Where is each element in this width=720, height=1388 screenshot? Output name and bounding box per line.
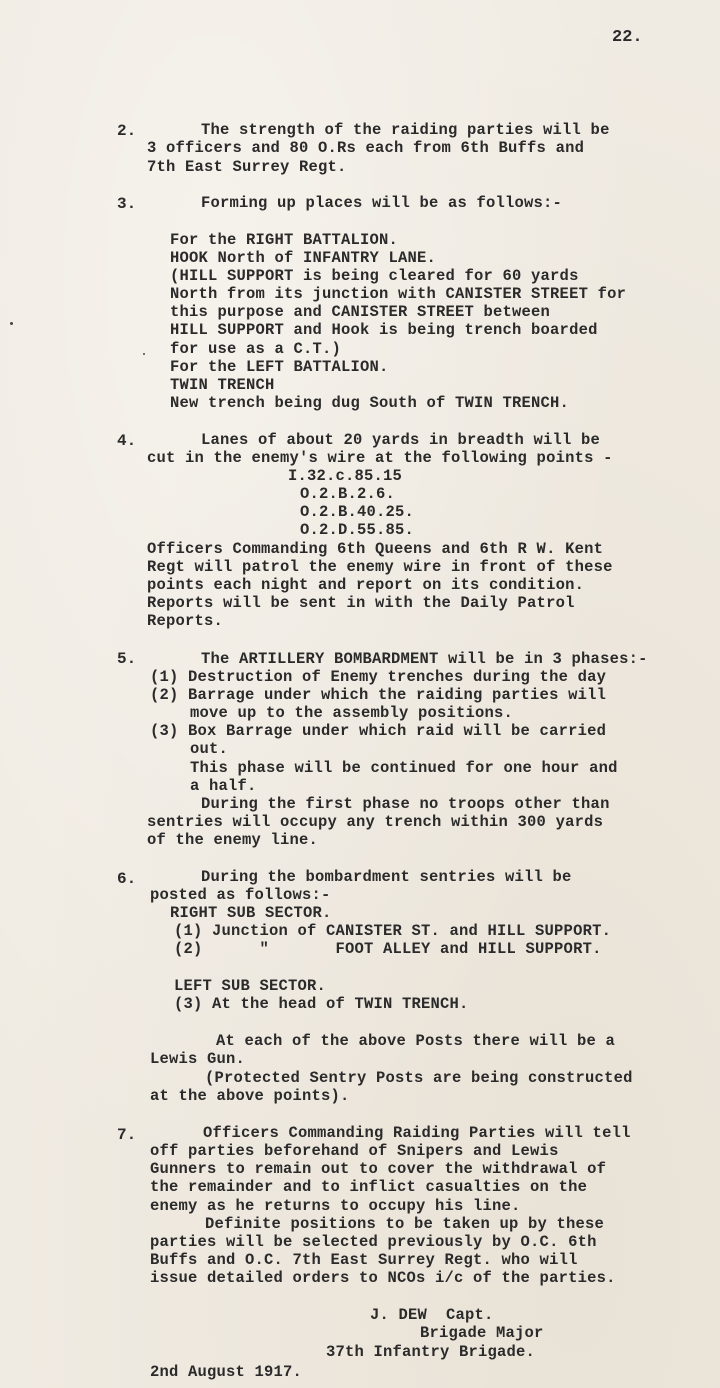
section-5-line: This phase will be continued for one hour and [190,759,618,777]
signature-unit: 37th Infantry Brigade. [326,1343,536,1361]
section-4-line: Reports. [147,612,224,630]
section-2-line: 3 officers and 80 O.Rs each from 6th Buffs and [147,139,585,157]
section-6-number: 6. [117,870,137,888]
section-3-line: (HILL SUPPORT is being cleared for 60 yards [170,267,579,285]
section-5-line: sentries will occupy any trench within 300 yards [147,813,604,831]
paper-speck [143,353,145,355]
section-4-grid-ref: O.2.D.55.85. [300,521,415,539]
section-4-line: Regt will patrol the enemy wire in front of these [147,558,613,576]
section-3-line: North from its junction with CANISTER STREET for [170,285,627,303]
section-3-line: For the LEFT BATTALION. [170,358,389,376]
section-4-number: 4. [117,432,137,450]
section-6-line: (2) " FOOT ALLEY and HILL SUPPORT. [174,940,602,958]
section-3-line: this purpose and CANISTER STREET between [170,303,551,321]
section-7-line: off parties beforehand of Snipers and Lewis [150,1142,559,1160]
section-5-number: 5. [117,650,137,668]
section-6-line: posted as follows:- [150,886,331,904]
section-6-line: (3) At the head of TWIN TRENCH. [174,995,469,1013]
section-4-line: Lanes of about 20 yards in breadth will be [201,431,601,449]
section-5-line: move up to the assembly positions. [190,704,514,722]
section-7-line: parties will be selected previously by O.C. 6th [150,1233,597,1251]
section-3-line: TWIN TRENCH [170,376,275,394]
section-6-line: RIGHT SUB SECTOR. [170,904,332,922]
section-6-line: at the above points). [150,1087,350,1105]
section-3-line: New trench being dug South of TWIN TRENCH. [170,394,570,412]
section-4-grid-ref: O.2.B.2.6. [300,485,396,503]
section-3-line: HILL SUPPORT and Hook is being trench boarded [170,321,598,339]
section-6-line: During the bombardment sentries will be [201,868,572,886]
section-4-line: Officers Commanding 6th Queens and 6th R W. Kent [147,540,604,558]
page-number: 22. [612,28,643,47]
section-5-line: of the enemy line. [147,831,319,849]
section-5-line: (2) Barrage under which the raiding parties will [150,686,607,704]
section-7-line: the remainder and to inflict casualties on the [150,1178,588,1196]
section-3-number: 3. [117,195,137,213]
section-5-line: (3) Box Barrage under which raid will be carried [150,722,607,740]
section-7-line: Definite positions to be taken up by these [205,1215,605,1233]
section-4-line: points each night and report on its condition. [147,576,585,594]
section-5-line: During the first phase no troops other than [201,795,610,813]
section-3-line: for use as a C.T.) [170,340,342,358]
section-5-line: a half. [190,777,257,795]
section-5-line: out. [190,740,229,758]
document-date: 2nd August 1917. [150,1363,303,1381]
section-2-line: The strength of the raiding parties will be [201,121,610,139]
section-7-line: Buffs and O.C. 7th East Surrey Regt. who will [150,1251,578,1269]
section-3-line: For the RIGHT BATTALION. [170,231,399,249]
section-7-number: 7. [117,1126,137,1144]
section-4-grid-ref: O.2.B.40.25. [300,503,415,521]
section-7-line: Officers Commanding Raiding Parties will tell [203,1124,631,1142]
section-6-line: LEFT SUB SECTOR. [174,977,327,995]
section-7-line: issue detailed orders to NCOs i/c of the parties. [150,1269,616,1287]
section-5-line: The ARTILLERY BOMBARDMENT will be in 3 phases:- [201,650,648,668]
signature-role: Brigade Major [420,1324,544,1342]
section-6-line: (1) Junction of CANISTER ST. and HILL SUPPORT. [174,922,612,940]
section-6-line: Lewis Gun. [150,1050,246,1068]
section-5-line: (1) Destruction of Enemy trenches during the day [150,668,607,686]
section-4-grid-ref: I.32.c.85.15 [288,467,403,485]
section-7-line: Gunners to remain out to cover the withdrawal of [150,1160,607,1178]
signature-name: J. DEW Capt. [370,1306,494,1324]
section-2-line: 7th East Surrey Regt. [147,158,347,176]
paper-speck [10,322,13,325]
section-2-number: 2. [117,122,137,140]
section-4-line: Reports will be sent in with the Daily Patrol [147,594,575,612]
section-7-line: enemy as he returns to occupy his line. [150,1197,521,1215]
section-6-line: At each of the above Posts there will be a [216,1032,616,1050]
section-3-line: HOOK North of INFANTRY LANE. [170,249,437,267]
section-4-line: cut in the enemy's wire at the following points - [147,449,613,467]
section-3-line: Forming up places will be as follows:- [201,194,563,212]
section-6-line: (Protected Sentry Posts are being constructed [205,1069,633,1087]
